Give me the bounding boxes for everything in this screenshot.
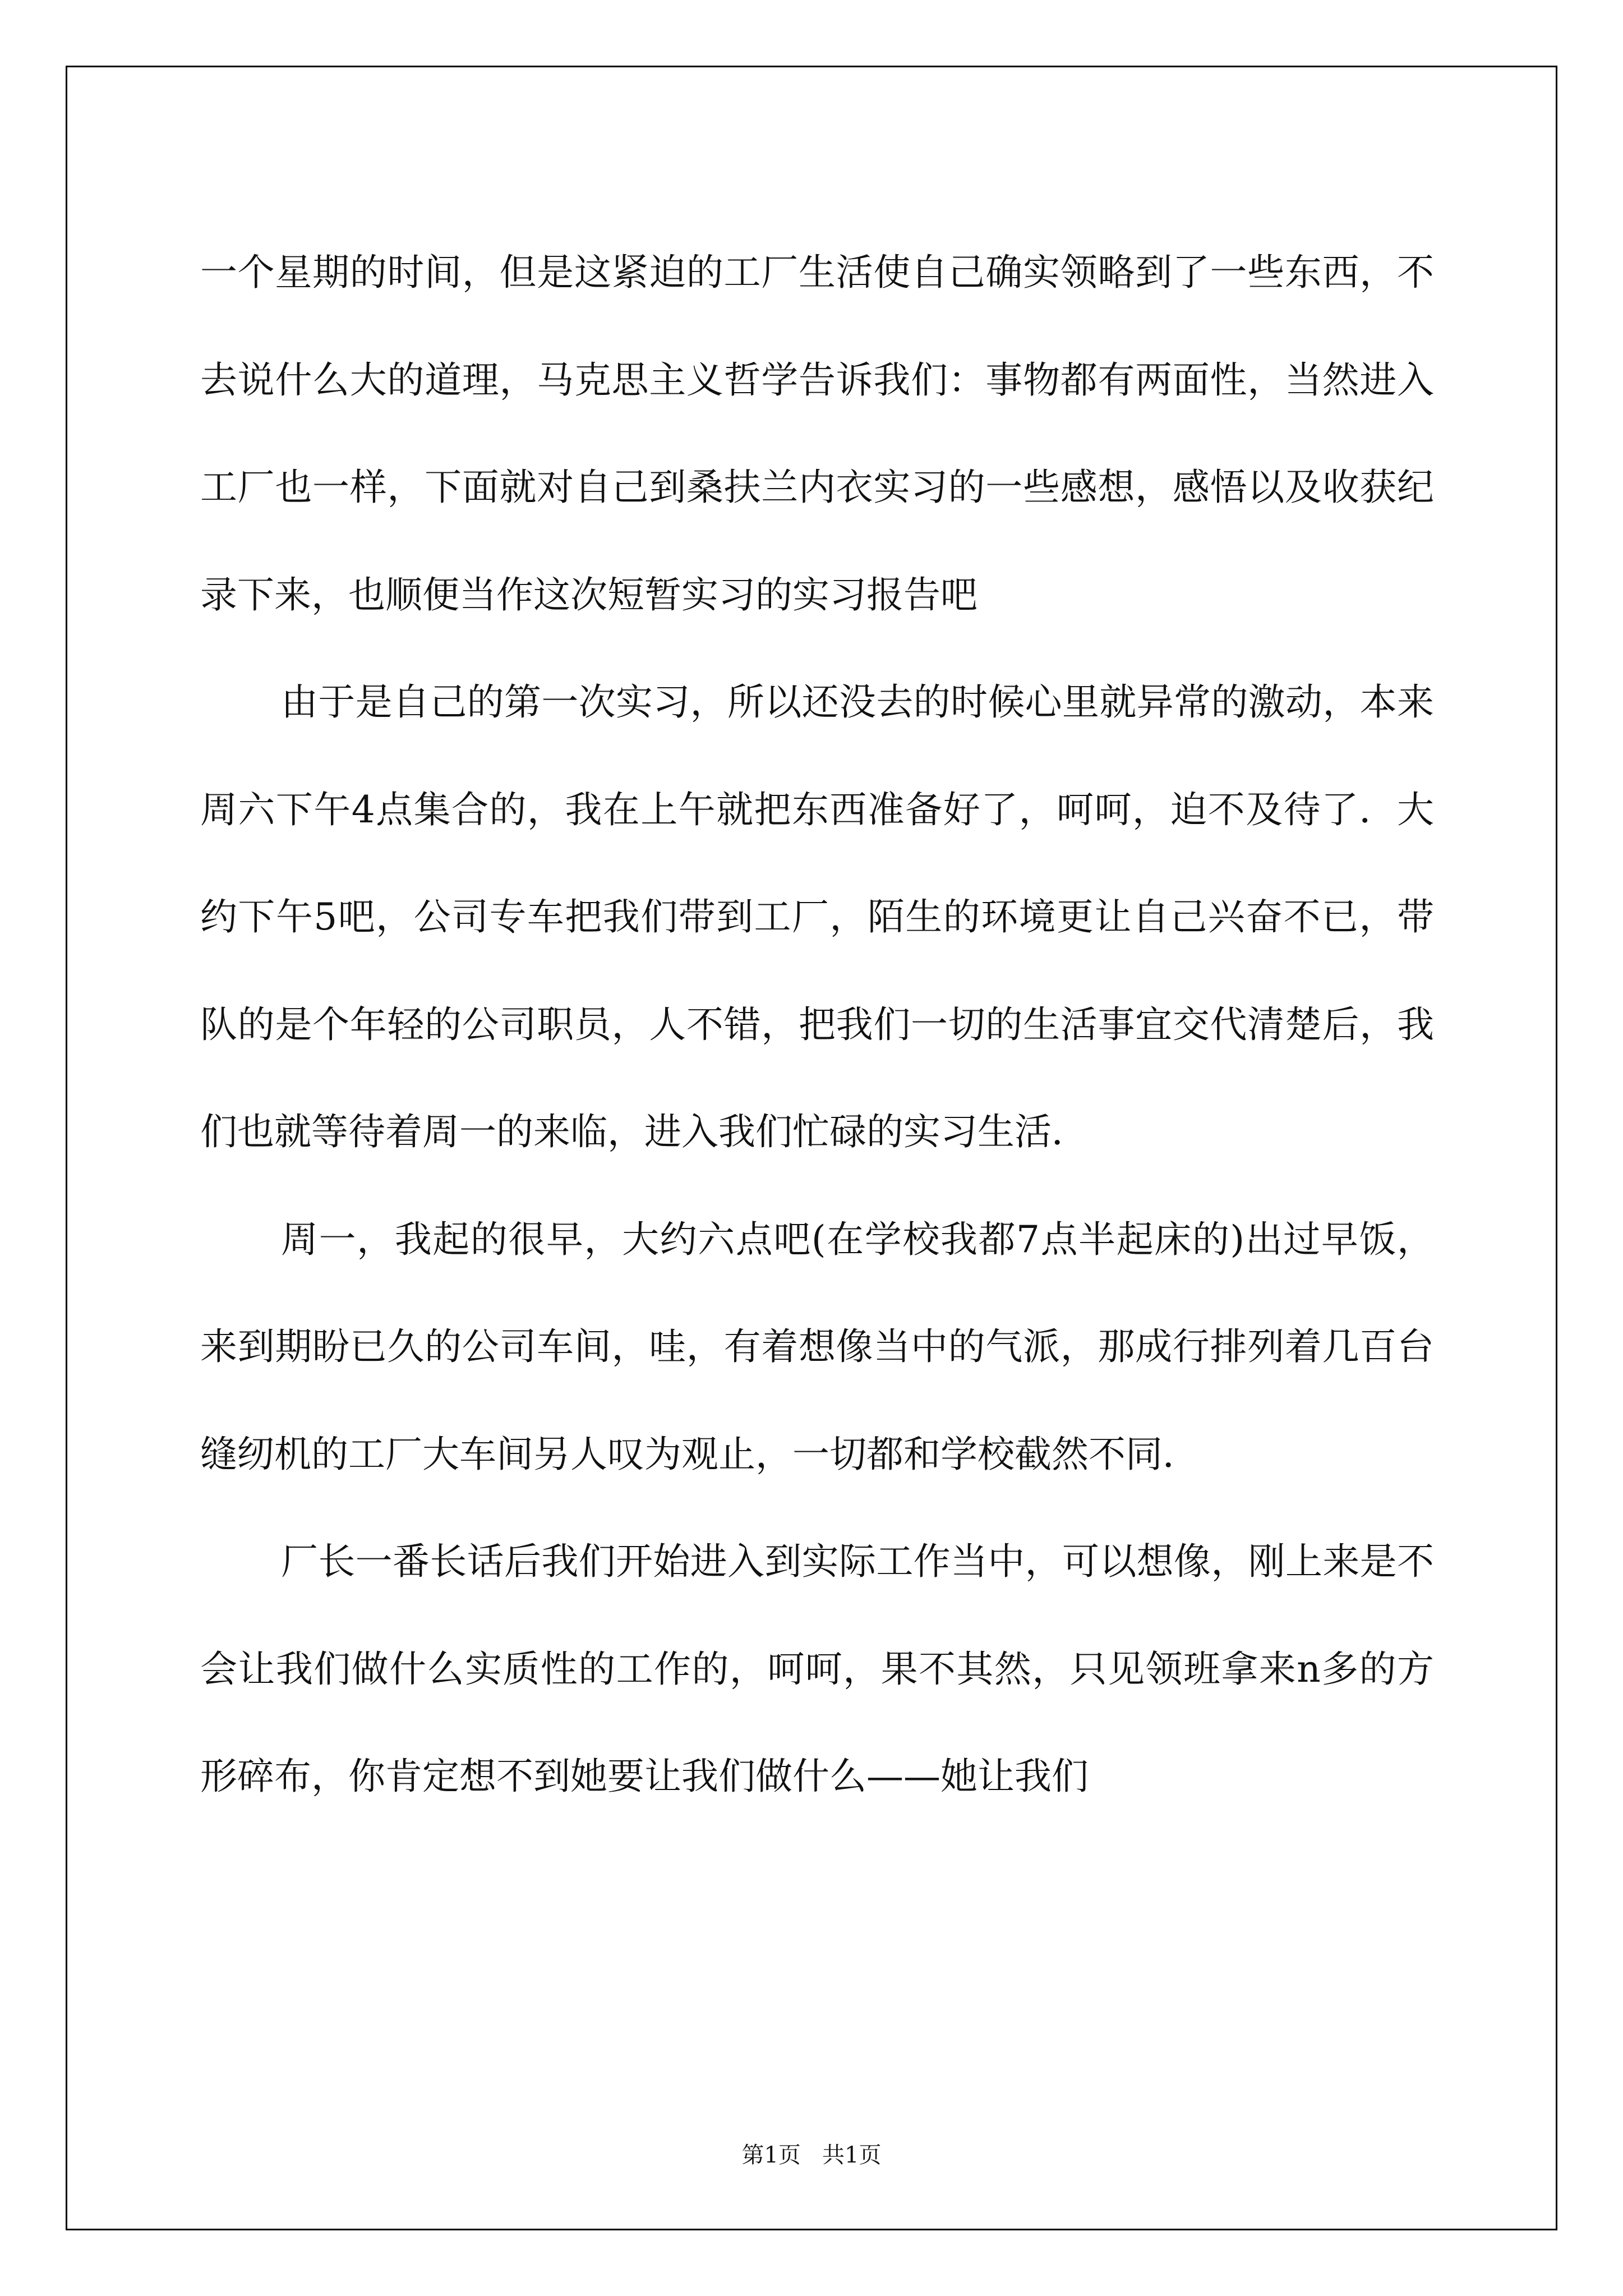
paragraph-4: 厂长一番长话后我们开始进入到实际工作当中，可以想像，刚上来是不会让我们做什么实质性的工作的，呵呵，果不其然，只见领班拿来n多的方形碎布，你肯定想不到她要让我们做什么——她让我们	[200, 1540, 1434, 1798]
page-footer: 第1页 共1页	[741, 2142, 882, 2168]
paragraph-1: 一个星期的时间，但是这紧迫的工厂生活使自己确实领略到了一些东西，不去说什么大的道理，马克思主义哲学告诉我们：事物都有两面性，当然进入工厂也一样，下面就对自己到桑扶兰内衣实习的一些感想，感悟以及收获纪录下来，也顺便当作这次短暂实习的实习报告吧	[200, 251, 1434, 616]
paragraph-2: 由于是自己的第一次实习，所以还没去的时候心里就异常的激动，本来周六下午4点集合的，我在上午就把东西准备好了，呵呵，迫不及待了．大约下午5吧，公司专车把我们带到工厂，陌生的环境更让自己兴奋不已，带队的是个年轻的公司职员，人不错，把我们一切的生活事宜交代清楚后，我们也就等待着周一的来临，进入我们忙碌的实习生活．	[200, 680, 1434, 1153]
paragraph-3: 周一，我起的很早，大约六点吧(在学校我都7点半起床的)出过早饭，来到期盼已久的公司车间，哇，有着想像当中的气派，那成行排列着几百台缝纫机的工厂大车间另人叹为观止，一切都和学校截然不同．	[200, 1217, 1434, 1476]
document-body	[200, 219, 1434, 1830]
